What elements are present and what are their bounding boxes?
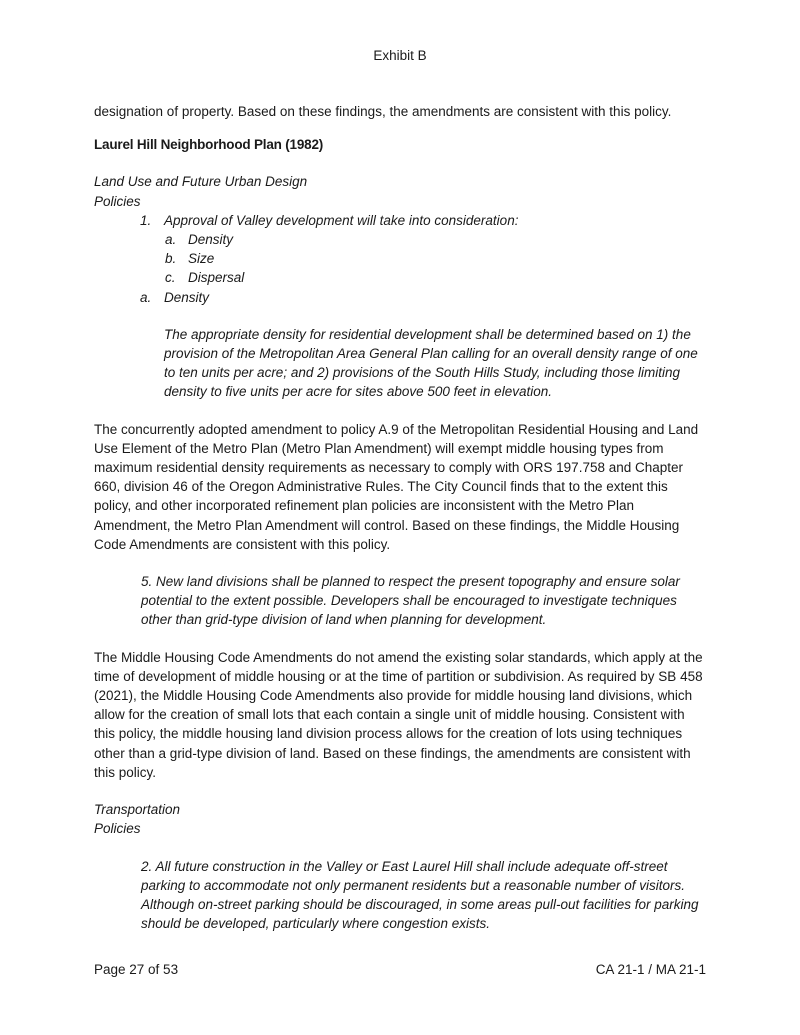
list-number: b. <box>165 251 177 267</box>
page-content <box>94 102 708 933</box>
list-number: 1. <box>140 212 152 228</box>
transportation-subheading: Transportation <box>94 802 181 818</box>
list-item <box>165 268 708 287</box>
solar-finding-paragraph: The Middle Housing Code Amendments do not amend the existing solar standards, which apply at the time of development of middle housing or at the time of partition or subdivision. As required by SB 458 (2021), the Middle Housing Code Amendments also provide for middle housing land divisions, which allow for the creation of small lots that each contain a single unit of middle housing. Consistent with this policy, the middle housing land division process allows for the creation of lots using techniques other than a grid-type division of land. Based on these findings, the amendments are consistent with this policy. <box>94 649 703 780</box>
list-text: Dispersal <box>188 270 245 286</box>
list-number: a. <box>165 232 177 248</box>
intro-paragraph: designation of property. Based on these findings, the amendments are consistent with this policy. <box>94 104 672 119</box>
land-use-policies-label: Policies <box>94 193 141 209</box>
section-heading: Laurel Hill Neighborhood Plan (1982) <box>94 137 324 153</box>
list-text: Density <box>188 232 234 248</box>
list-number: a. <box>140 289 152 305</box>
list-text: Density <box>164 289 210 305</box>
policy-5-quote: 5. New land divisions shall be planned to respect the present topography and ensure solar potential to the extent possible. Developers shall be encouraged to investigate techniques other than grid-type division of land when planning for development. <box>141 574 680 628</box>
page-header: Exhibit B <box>373 48 427 63</box>
policy-list <box>94 211 708 307</box>
density-finding-paragraph: The concurrently adopted amendment to policy A.9 of the Metropolitan Residential Housing and Land Use Element of the Metro Plan (Metro Plan Amendment) will exempt middle housing types from maximum residential density requirements as necessary to comply with ORS 197.758 and Chapter 660, division 46 of the Oregon Administrative Rules. The City Council finds that to the extent this policy, and other incorporated refinement plan policies are inconsistent with the Metro Plan Amendment, the Metro Plan Amendment will control. Based on these findings, the Middle Housing Code Amendments are consistent with this policy. <box>94 421 699 552</box>
density-policy-quote: The appropriate density for residential development shall be determined based on 1) the provision of the Metropolitan Area General Plan calling for an overall density range of one to ten units per acre; and 2) provisions of the South Hills Study, including those limiting density to five units per acre for sites above 500 feet in elevation. <box>164 326 698 400</box>
list-text: Approval of Valley development will take into consideration: <box>164 212 519 228</box>
case-number: CA 21-1 / MA 21-1 <box>595 962 706 977</box>
list-text: Size <box>188 251 215 267</box>
page-number: Page 27 of 53 <box>94 962 179 977</box>
list-item <box>140 288 708 307</box>
land-use-subheading: Land Use and Future Urban Design <box>94 174 308 190</box>
list-item <box>165 249 708 268</box>
list-item <box>165 230 708 249</box>
transportation-policies-label: Policies <box>94 821 141 837</box>
list-item <box>140 211 708 230</box>
policy-2-quote: 2. All future construction in the Valley or East Laurel Hill shall include adequate off-street parking to accommodate not only permanent residents but a reasonable number of visitors. Although on-street parking should be discouraged, in some areas pull-out facilities for parking should be developed, particularly where congestion exists. <box>141 858 699 932</box>
list-number: c. <box>165 270 176 286</box>
